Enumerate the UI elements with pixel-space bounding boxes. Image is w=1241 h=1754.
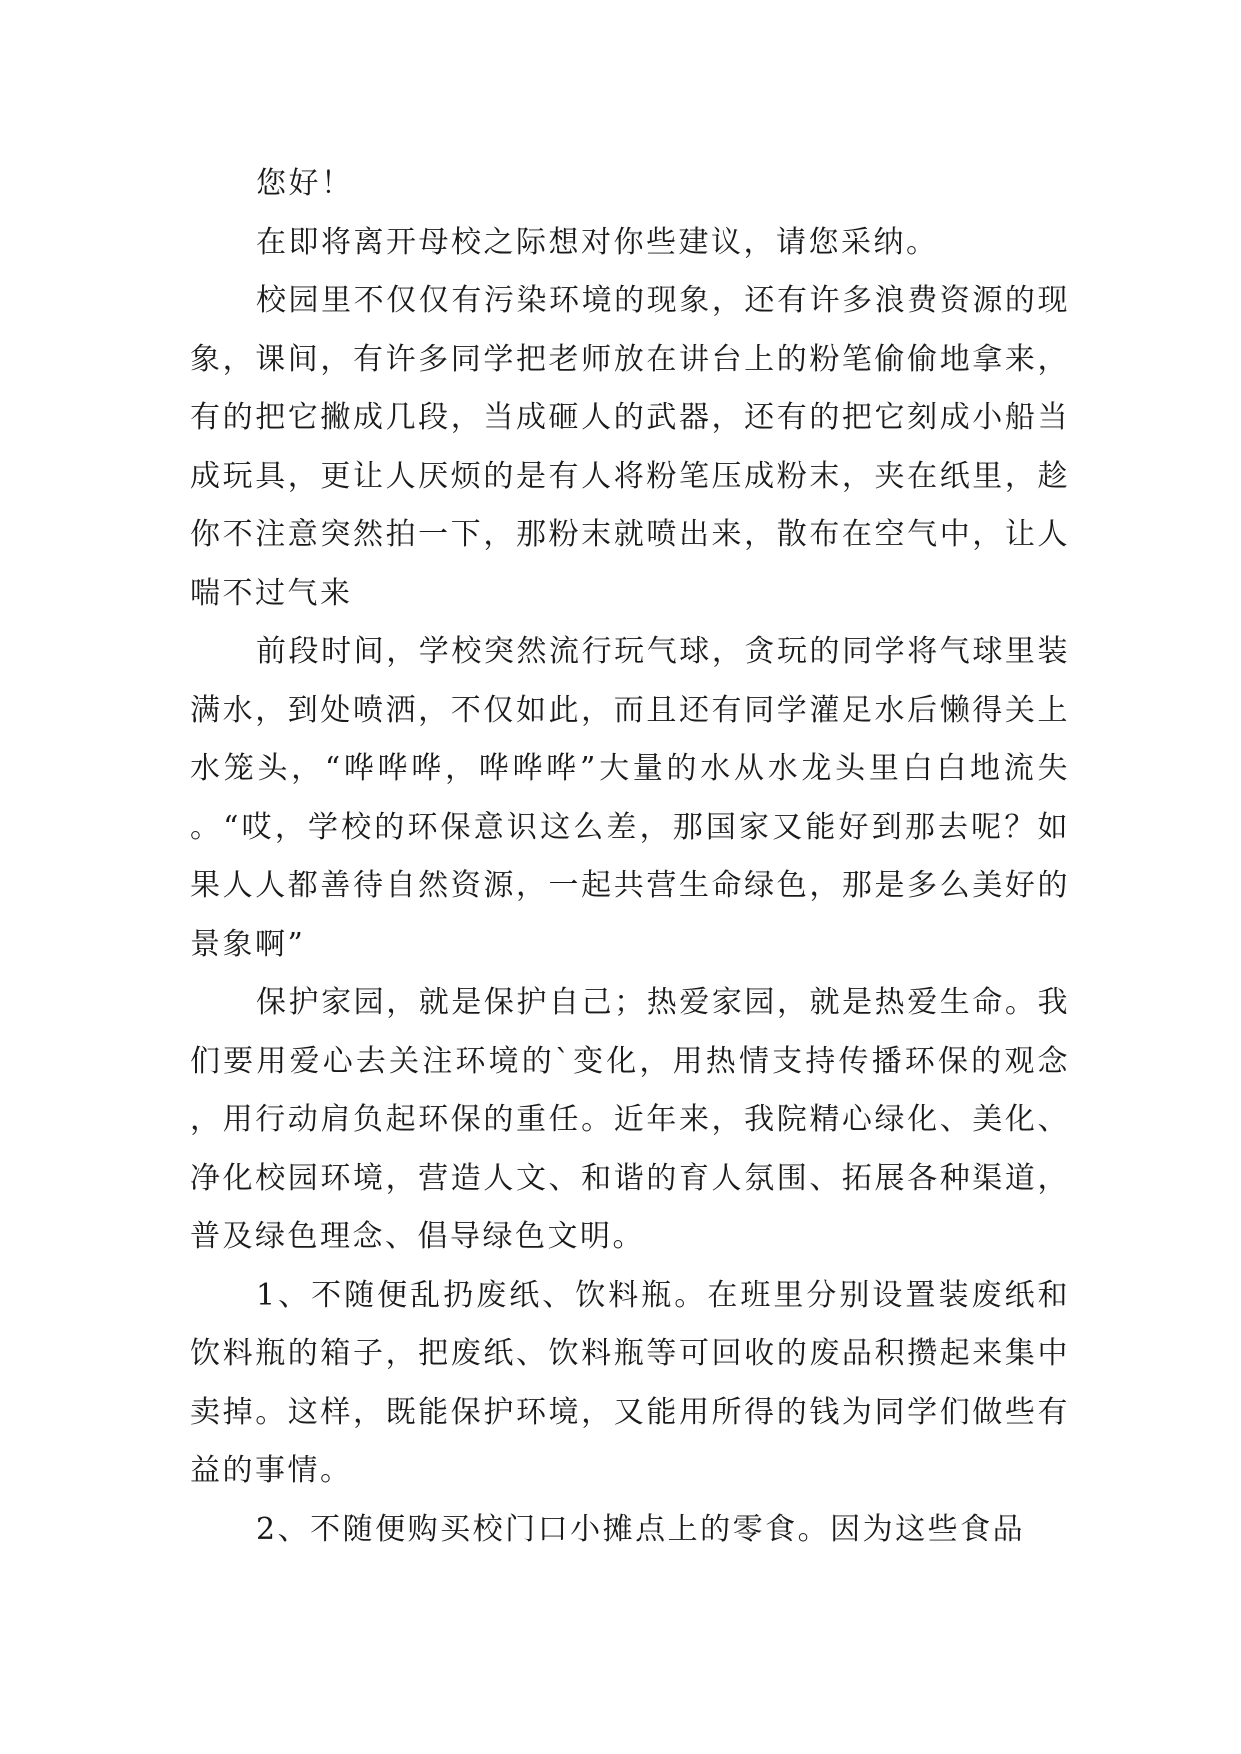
greeting: 您好！ xyxy=(256,166,354,201)
letter-body xyxy=(190,155,1070,1559)
paragraph-waste: 校园里不仅仅有污染环境的现象，还有许多浪费资源的现象，课间，有许多同学把老师放在讲台上的粉笔偷偷地拿来，有的把它撇成几段，当成砸人的武器，还有的把它刻成小船当成玩具，更让人厌烦的是有人将粉笔压成粉末，夹在纸里，趁你不注意突然拍一下，那粉末就喷出来，散布在空气中，让人喘不过气来 xyxy=(190,283,1070,611)
paragraph-water: 前段时间，学校突然流行玩气球，贪玩的同学将气球里装满水，到处喷洒，不仅如此，而且还有同学灌足水后懒得关上水笼头，“哗哗哗，哗哗哗”大量的水从水龙头里白白地流失。“哎，学校的环保意识这么差，那国家又能好到那去呢？如果人人都善待自然资源，一起共营生命绿色，那是多么美好的景象啊” xyxy=(190,634,1070,962)
suggestion-1: 1、不随便乱扔废纸、饮料瓶。在班里分别设置装废纸和饮料瓶的箱子，把废纸、饮料瓶等可回收的废品积攒起来集中卖掉。这样，既能保护环境，又能用所得的钱为同学们做些有益的事情。 xyxy=(190,1277,1070,1488)
paragraph-intro: 在即将离开母校之际想对你些建议，请您采纳。 xyxy=(256,224,939,260)
suggestion-2: 2、不随便购买校门口小摊点上的零食。因为这些食品 xyxy=(256,1511,1026,1547)
paragraph-protect-home: 保护家园，就是保护自己；热爱家园，就是热爱生命。我们要用爱心去关注环境的`变化，用热情支持传播环保的观念，用行动肩负起环保的重任。近年来，我院精心绿化、美化、净化校园环境，营造人文、和谐的育人氛围、拓展各种渠道，普及绿色理念、倡导绿色文明。 xyxy=(190,985,1070,1254)
